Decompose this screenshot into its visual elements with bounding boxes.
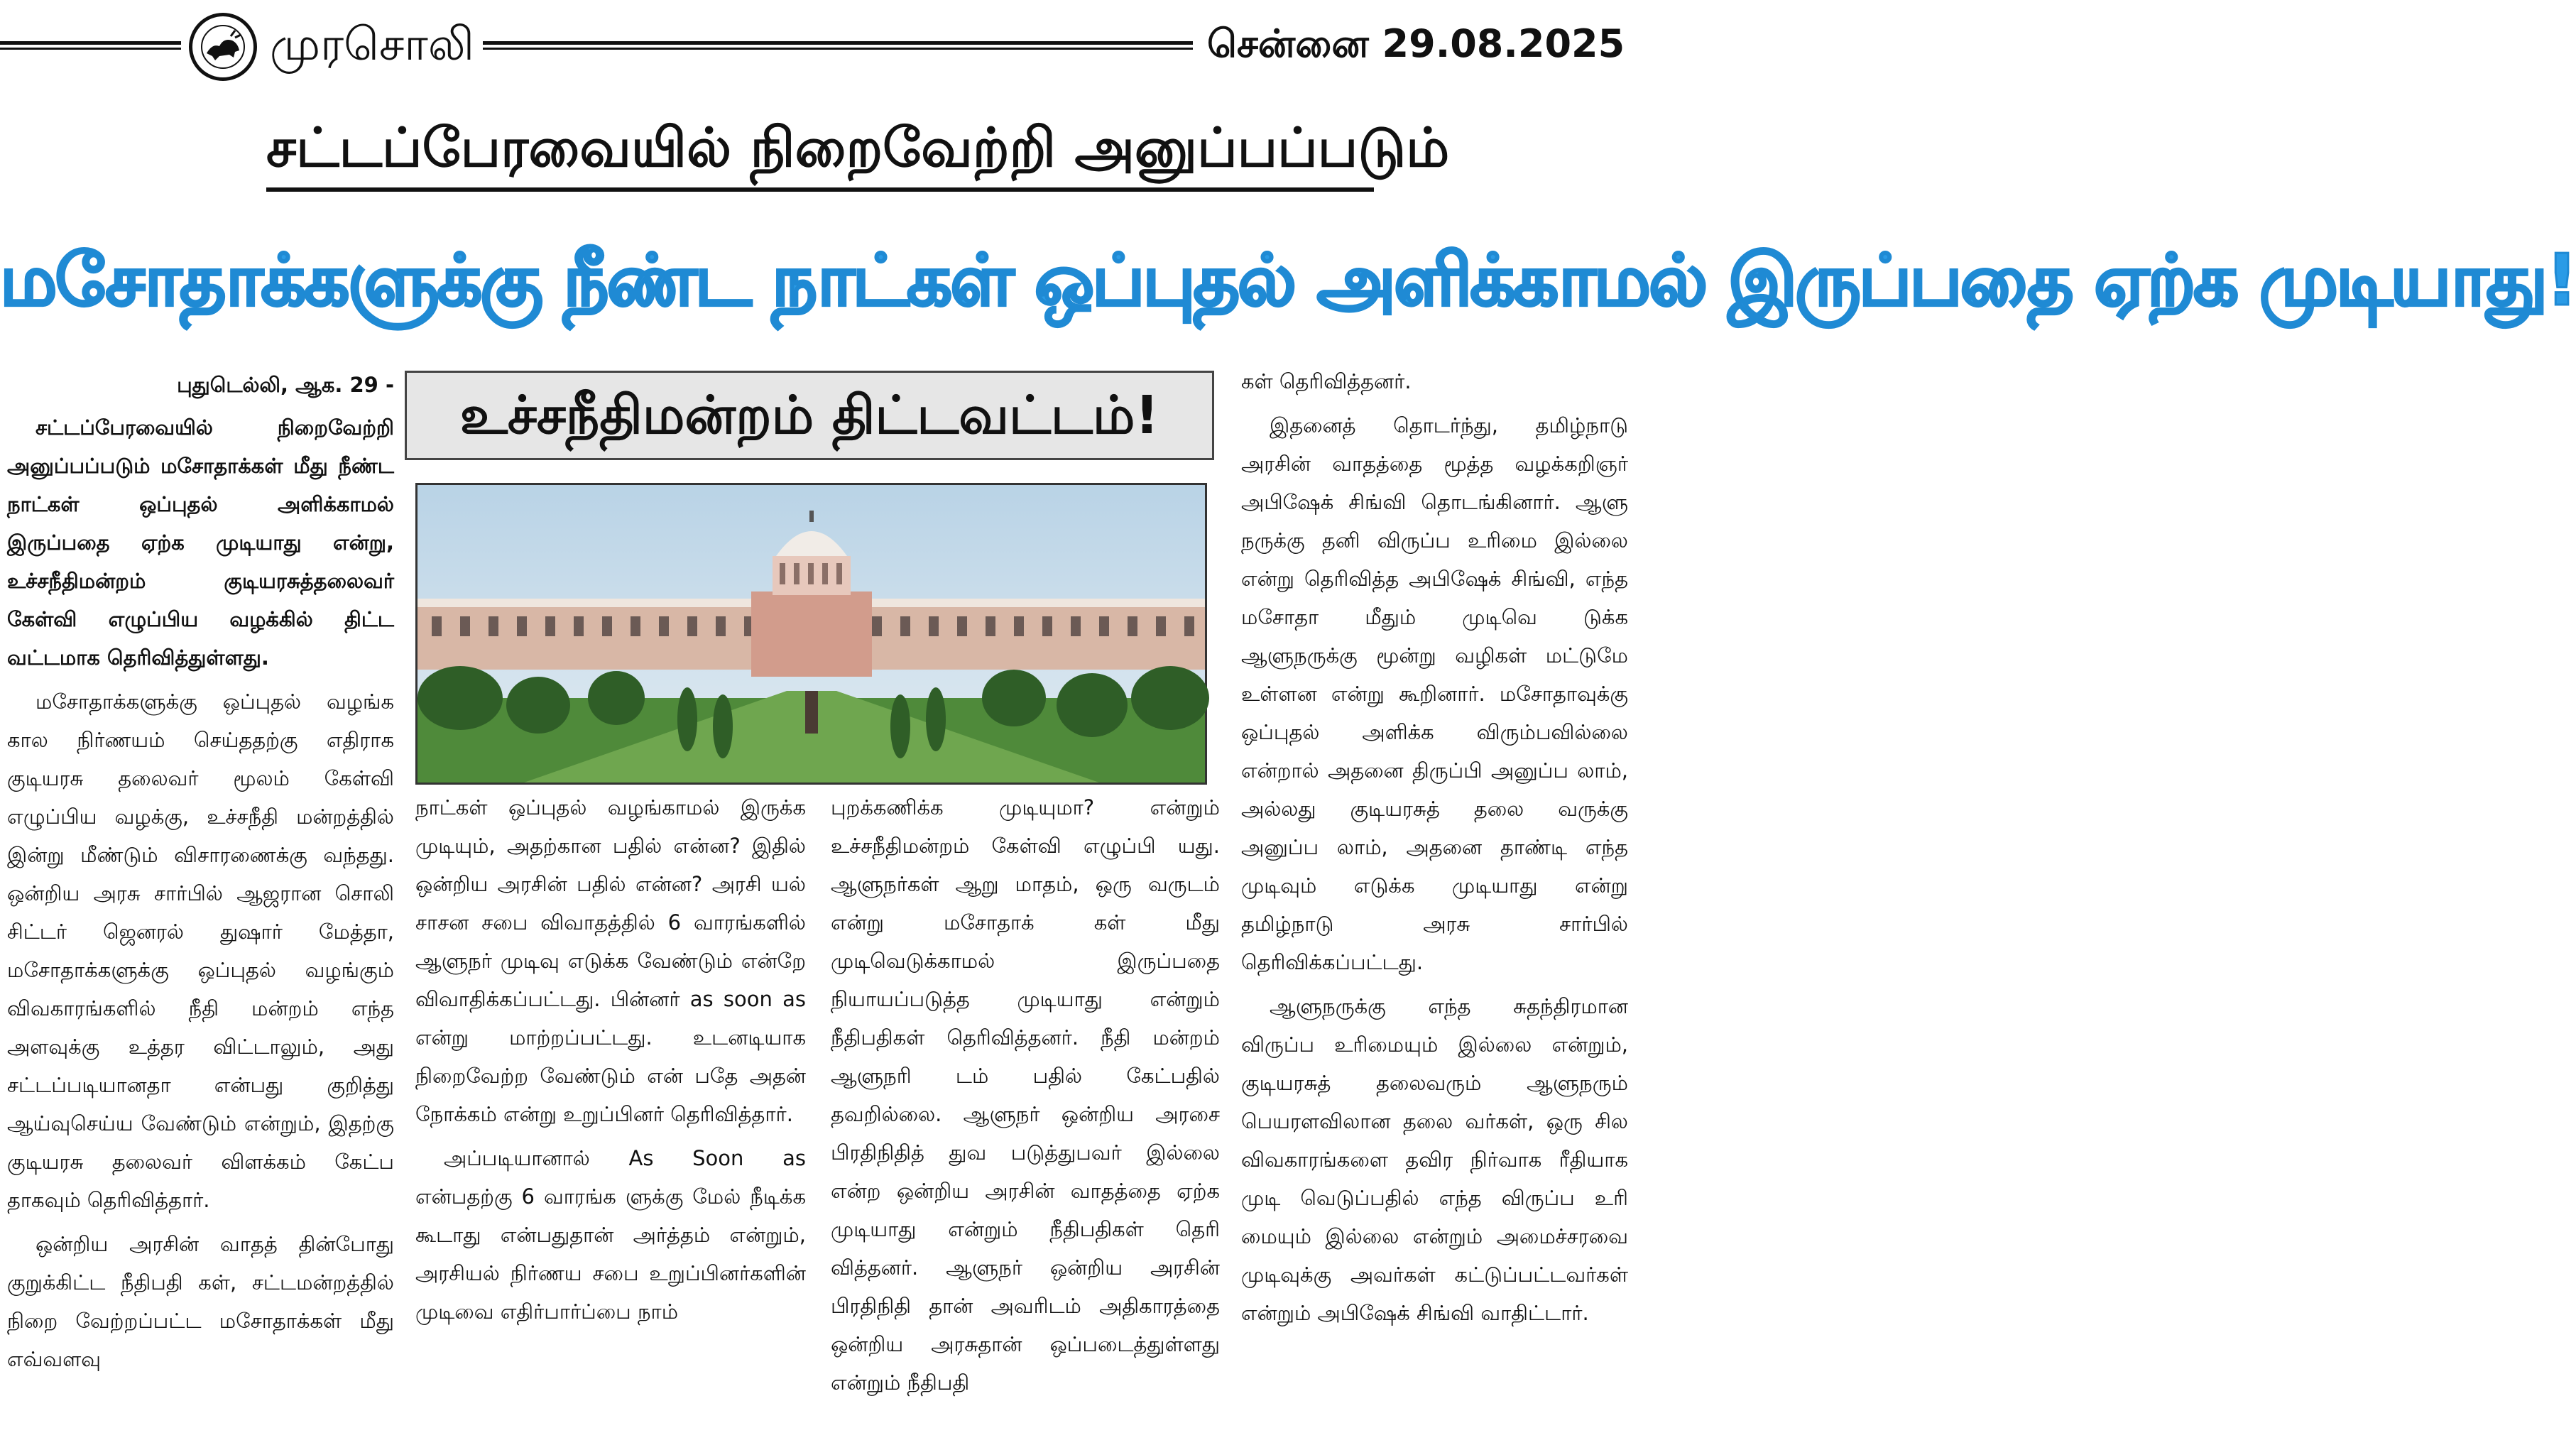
subheadline-box: உச்சநீதிமன்றம் திட்டவட்டம்!	[405, 371, 1214, 460]
supreme-court-photo	[415, 483, 1207, 785]
body-paragraph: நாட்கள் ஒப்புதல் வழங்காமல் இருக்க முடியும், அதற்கான பதில் என்ன? இதில் ஒன்றிய அரசின் பதில் என்ன? அரசி யல் சாசன சபை விவாதத்தில் 6 வாரங்களில் ஆளுநர் முடிவு எடுக்க வேண்டும் என்றே விவாதிக்கப்பட்டது. பின்னர் as soon as என்று மாற்றப்பட்டது. உடனடியாக நிறைவேற்ற வேண்டும் என் பதே அதன் நோக்கம் என்று உறுப்பினர் தெரிவித்தார்.	[415, 795, 806, 1126]
masthead-dateline: சென்னை 29.08.2025	[1207, 21, 1625, 66]
body-paragraph: அப்படியானால் As Soon as என்பதற்கு 6 வாரங்க ளுக்கு மேல் நீடிக்க கூடாது என்பதுதான் அர்த்தம் என்றும், அரசியல் நிர்ணய சபை உறுப்பினர்களின் முடிவை எதிர்பார்ப்பை நாம்	[415, 1146, 806, 1324]
body-paragraph: இதனைத் தொடர்ந்து, தமிழ்நாடு அரசின் வாதத்தை மூத்த வழக்கறிஞர் அபிஷேக் சிங்வி தொடங்கினார். ஆளு நருக்கு தனி விருப்ப உரிமை இல்லை என்று தெரிவித்த அபிஷேக் சிங்வி, எந்த மசோதா மீதும் முடிவெ டுக்க ஆளுநருக்கு மூன்று வழிகள் மட்டுமே உள்ளன என்று கூறினார். மசோதாவுக்கு ஒப்புதல் அளிக்க விரும்பவில்லை என்றால் அதனை திருப்பி அனுப்ப லாம், அல்லது குடியரசுத் தலை வருக்கு அனுப்ப லாம், அதனை தாண்டி எந்த முடிவும் எடுக்க முடியாது என்று தமிழ்நாடு அரசு சார்பில் தெரிவிக்கப்பட்டது.	[1241, 413, 1628, 974]
masthead-rule-left	[0, 41, 181, 50]
body-paragraph: கள் தெரிவித்தனர்.	[1241, 369, 1412, 393]
paper-name: முரசொலி	[270, 18, 474, 71]
masthead-rule-mid	[483, 41, 1193, 50]
article-column-1	[7, 366, 394, 1384]
article-column-4	[1241, 362, 1628, 1338]
paper-logo-icon	[189, 13, 257, 81]
body-paragraph: புறக்கணிக்க முடியுமா? என்றும் உச்சநீதிமன்றம் கேள்வி எழுப்பி யது. ஆளுநர்கள் ஆறு மாதம், ஒரு வருடம் என்று மசோதாக் கள் மீது முடிவெடுக்காமல் இருப்பதை நியாயப்படுத்த முடியாது என்றும் நீதிபதிகள் தெரிவித்தனர். நீதி மன்றம் ஆளுநரி டம் பதில் கேட்பதில் தவறில்லை. ஆளுநர் ஒன்றிய அரசை பிரதிநிதித் துவ படுத்துபவர் இல்லை என்ற ஒன்றிய அரசின் வாதத்தை ஏற்க முடியாது என்றும் நீதிபதிகள் தெரி வித்தனர். ஆளுநர் ஒன்றிய அரசின் பிரதிநிதி தான் அவரிடம் அதிகாரத்தை ஒன்றிய அரசுதான் ஒப்படைத்துள்ளது என்றும் நீதிபதி	[831, 795, 1220, 1395]
masthead	[0, 0, 1632, 85]
article-column-2	[415, 788, 806, 1336]
main-headline: மசோதாக்களுக்கு நீண்ட நாட்கள் ஒப்புதல் அளிக்காமல் இருப்பதை ஏற்க முடியாது!	[0, 239, 2576, 322]
lede-paragraph: சட்டப்பேரவையில் நிறைவேற்றி அனுப்பப்படும் மசோதாக்கள் மீது நீண்ட நாட்கள் ஒப்புதல் அளிக்காமல் இருப்பதை ஏற்க முடியாது என்று, உச்சநீதிமன்றம் குடியரசுத்தலைவர் கேள்வி எழுப்பிய வழக்கில் திட்ட வட்டமாக தெரிவித்துள்ளது.	[7, 415, 394, 670]
body-paragraph: மசோதாக்களுக்கு ஒப்புதல் வழங்க கால நிர்ணயம் செய்ததற்கு எதிராக குடியரசு தலைவர் மூலம் கேள்வி எழுப்பிய வழக்கு, உச்சநீதி மன்றத்தில் இன்று மீண்டும் விசாரணைக்கு வந்தது. ஒன்றிய அரசு சார்பில் ஆஜரான சொலி சிட்டர் ஜெனரல் துஷார் மேத்தா, மசோதாக்களுக்கு ஒப்புதல் வழங்கும் விவகாரங்களில் நீதி மன்றம் எந்த அளவுக்கு உத்தர விட்டாலும், அது சட்டப்படியானதா என்பது குறித்து ஆய்வுசெய்ய வேண்டும் என்றும், இதற்கு குடியரசு தலைவர் விளக்கம் கேட்ப தாகவும் தெரிவித்தார்.	[7, 689, 394, 1212]
body-paragraph: ஒன்றிய அரசின் வாதத் தின்போது குறுக்கிட்ட நீதிபதி கள், சட்டமன்றத்தில் நிறை வேற்றப்பட்ட மசோதாக்கள் மீது எவ்வளவு	[7, 1232, 394, 1371]
body-paragraph: ஆளுநருக்கு எந்த சுதந்திரமான விருப்ப உரிமையும் இல்லை என்றும், குடியரசுத் தலைவரும் ஆளுநரும் பெயரளவிலான தலை வர்கள், ஒரு சில விவகாரங்களை தவிர நிர்வாக ரீதியாக முடி வெடுப்பதில் எந்த விருப்ப உரி மையும் இல்லை என்றும் அமைச்சரவை முடிவுக்கு அவர்கள் கட்டுப்பட்டவர்கள் என்றும் அபிஷேக் சிங்வி வாதிட்டார்.	[1241, 994, 1628, 1325]
headline-kicker: சட்டப்பேரவையில் நிறைவேற்றி அனுப்பப்படும்	[266, 112, 1374, 192]
place-dateline: புதுடெல்லி, ஆக. 29 -	[177, 373, 394, 397]
article-column-3	[831, 788, 1220, 1407]
